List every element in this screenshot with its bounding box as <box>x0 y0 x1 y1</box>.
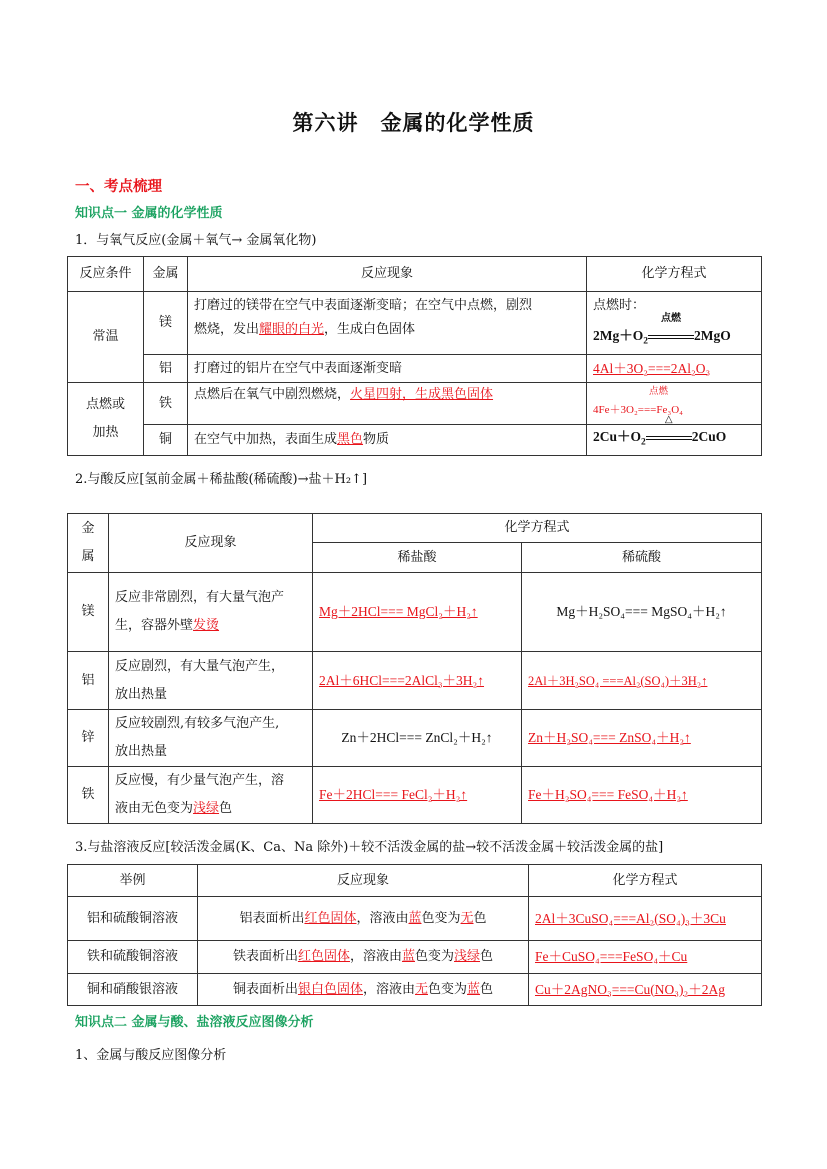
metal-cell: 镁 <box>68 573 109 652</box>
condition-room-temp: 常温 <box>68 292 144 383</box>
table-row <box>68 292 762 355</box>
phenomenon-cell: 反应较剧烈,有较多气泡产生, 放出热量 <box>109 710 313 767</box>
phenomenon-cell: 反应非常剧烈，有大量气泡产 生，容器外壁发烫 <box>109 573 313 652</box>
table-row <box>68 652 762 710</box>
table-row <box>68 425 762 456</box>
equation-hcl: 2Al＋6HCl===2AlCl₃＋3H₂↑ <box>313 652 522 710</box>
equation-cell: Fe＋CuSO₄===FeSO₄＋Cu <box>529 941 762 974</box>
phenomenon-cell: 反应剧烈，有大量气泡产生， 放出热量 <box>109 652 313 710</box>
header-condition: 反应条件 <box>68 257 144 292</box>
equation-fe: 4Fe＋3O₂===Fe₃O₄ <box>593 404 684 416</box>
equation-hcl: Fe＋2HCl=== FeCl₂＋H₂↑ <box>313 767 522 824</box>
equation-mg: $2Mg+O_2$ 点燃 2MgO <box>593 313 731 347</box>
metal-cell: 锌 <box>68 710 109 767</box>
equation-cell: 2Al＋3CuSO₄===Al₂(SO₄)₃＋3Cu <box>529 897 762 941</box>
example-cell: 铝和硫酸铜溶液 <box>68 897 198 941</box>
table-row <box>68 767 762 824</box>
example-cell: 铜和硝酸银溶液 <box>68 974 198 1006</box>
table-row <box>68 355 762 383</box>
header-phenomenon: 反应现象 <box>109 514 313 573</box>
acid-reaction-table <box>67 513 762 824</box>
table-row <box>68 941 762 974</box>
knowledge-point-2: 知识点二 金属与酸、盐溶液反应图像分析 <box>75 1015 314 1030</box>
phenomenon-cell: 铁表面析出红色固体，溶液由蓝色变为浅绿色 <box>198 941 529 974</box>
equation-label: 点燃时： <box>593 298 646 313</box>
metal-cell: 铁 <box>68 767 109 824</box>
phenomenon-cell: 反应慢，有少量气泡产生，溶 液由无色变为浅绿色 <box>109 767 313 824</box>
phenomenon-cell <box>188 292 587 355</box>
header-hcl: 稀盐酸 <box>313 543 522 573</box>
header-phenomenon: 反应现象 <box>198 865 529 897</box>
equation-al: 4Al＋3O₂===2Al₂O₃ <box>587 355 762 383</box>
metal-cell: 铝 <box>144 355 188 383</box>
equation-h2so4: 2Al＋3H₂SO₄ ===Al₂(SO₄)＋3H₂↑ <box>522 652 762 710</box>
metal-cell: 铝 <box>68 652 109 710</box>
phenomenon-cell: 点燃后在氧气中剧烈燃烧，火星四射，生成黑色固体 <box>188 383 587 425</box>
phenomenon-line: 打磨过的镁带在空气中表面逐渐变暗；在空气中点燃，剧烈 <box>194 298 533 313</box>
header-metal: 金 属 <box>68 514 109 573</box>
equation-hcl: Mg＋2HCl=== MgCl₂＋H₂↑ <box>313 573 522 652</box>
example-cell: 铁和硫酸铜溶液 <box>68 941 198 974</box>
header-metal: 金属 <box>144 257 188 292</box>
header-equation: 化学方程式 <box>313 514 762 543</box>
equation-cu: $2Cu+O_2$ △ 2CuO <box>587 425 762 456</box>
equation-h2so4: Fe＋H₂SO₄=== FeSO₄＋H₂↑ <box>522 767 762 824</box>
knowledge-point-1: 知识点一 金属的化学性质 <box>75 206 223 221</box>
table-row <box>68 974 762 1006</box>
header-equation: 化学方程式 <box>529 865 762 897</box>
phenomenon-line: 燃烧，发出耀眼的白光，生成白色固体 <box>194 322 416 337</box>
equation-h2so4: Zn＋H₂SO₄=== ZnSO₄＋H₂↑ <box>522 710 762 767</box>
subheading-graph: 1、金属与酸反应图像分析 <box>75 1048 227 1063</box>
header-example: 举例 <box>68 865 198 897</box>
equation-cell <box>587 292 762 355</box>
subheading-oxygen: 1．与氧气反应(金属＋氧气→ 金属氧化物) <box>75 233 317 248</box>
section-heading: 一、考点梳理 <box>75 179 162 195</box>
subheading-acid: 2.与酸反应[氢前金属＋稀盐酸(稀硫酸)→盐＋H₂↑] <box>75 472 368 487</box>
salt-reaction-table <box>67 864 762 1006</box>
condition-ignite-heat: 点燃或 加热 <box>68 383 144 456</box>
table-row <box>68 710 762 767</box>
equation-condition: 点燃 <box>649 386 669 397</box>
header-equation: 化学方程式 <box>587 257 762 292</box>
header-h2so4: 稀硫酸 <box>522 543 762 573</box>
oxygen-reaction-table <box>67 256 762 456</box>
metal-cell: 镁 <box>144 292 188 355</box>
header-phenomenon: 反应现象 <box>188 257 587 292</box>
table-row <box>68 897 762 941</box>
subheading-salt: 3.与盐溶液反应[较活泼金属(K、Ca、Na 除外)＋较不活泼金属的盐→较不活泼金属＋较活泼金属的盐] <box>75 840 664 855</box>
equation-hcl: Zn＋2HCl=== ZnCl₂＋H₂↑ <box>313 710 522 767</box>
equation-cell: Cu＋2AgNO₃===Cu(NO₃)₂＋2Ag <box>529 974 762 1006</box>
phenomenon-cell: 在空气中加热，表面生成黑色物质 <box>188 425 587 456</box>
equation-h2so4: Mg＋H₂SO₄=== MgSO₄＋H₂↑ <box>522 573 762 652</box>
phenomenon-cell: 铜表面析出银白色固体，溶液由无色变为蓝色 <box>198 974 529 1006</box>
metal-cell: 铁 <box>144 383 188 425</box>
phenomenon-cell: 打磨过的铝片在空气中表面逐渐变暗 <box>188 355 587 383</box>
phenomenon-cell: 铝表面析出红色固体，溶液由蓝色变为无色 <box>198 897 529 941</box>
table-row <box>68 573 762 652</box>
page-title: 第六讲 金属的化学性质 <box>292 111 535 135</box>
metal-cell: 铜 <box>144 425 188 456</box>
